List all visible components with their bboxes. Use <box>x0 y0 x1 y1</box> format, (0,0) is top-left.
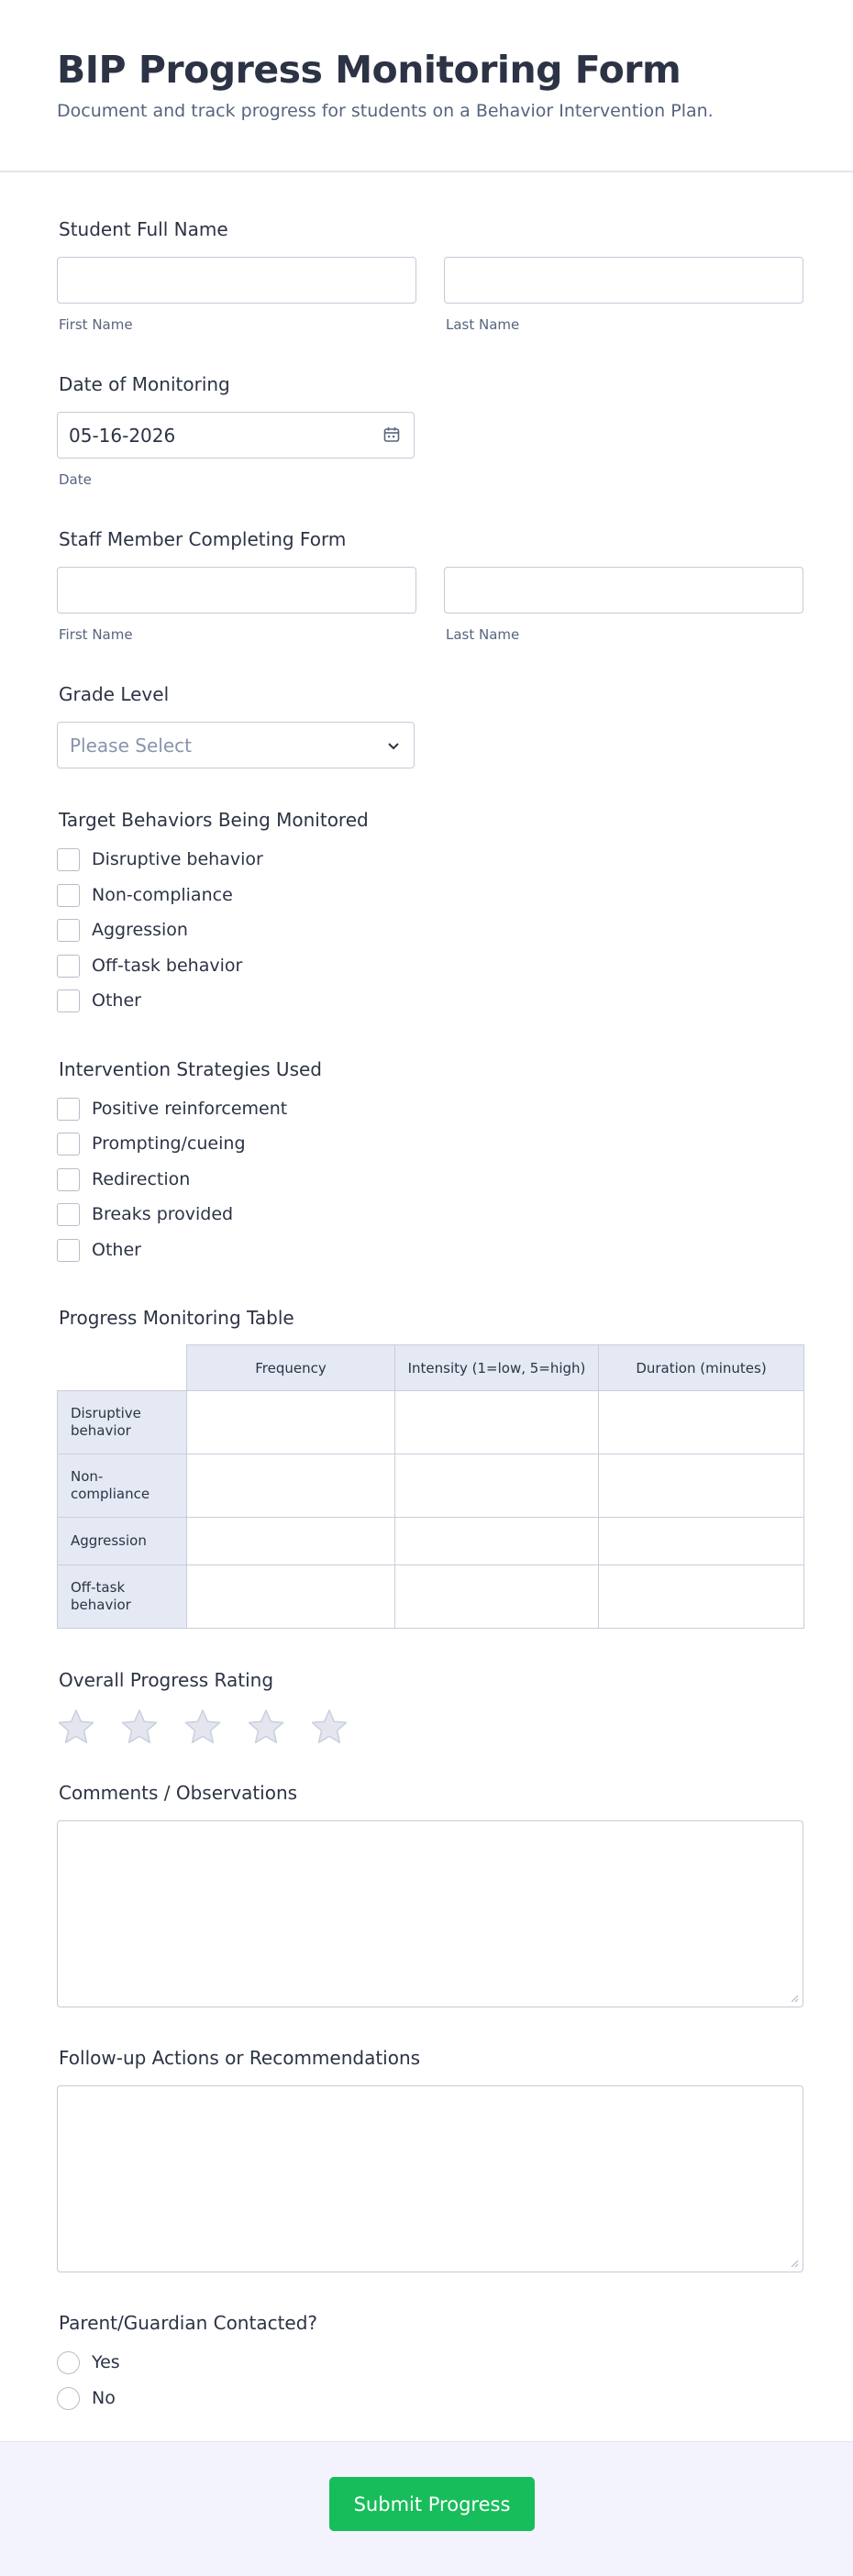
followup-label: Follow-up Actions or Recommendations <box>59 2047 421 2069</box>
date-sublabel: Date <box>59 471 92 488</box>
table-cell-input[interactable] <box>187 1391 395 1454</box>
row-header-line: Aggression <box>71 1531 147 1549</box>
checkbox-label: Positive reinforcement <box>92 1099 288 1119</box>
table-cell-input[interactable] <box>599 1391 804 1454</box>
radio-button[interactable] <box>57 2387 80 2410</box>
student-first-name-sublabel: First Name <box>59 316 133 333</box>
behavior-option-non-compliance[interactable] <box>57 883 233 907</box>
checkbox[interactable] <box>57 848 80 871</box>
guardian-option-yes[interactable] <box>57 2350 120 2374</box>
row-header-non-compliance <box>58 1454 187 1517</box>
student-first-name-input[interactable] <box>57 257 416 304</box>
table-cell-input[interactable] <box>395 1518 599 1564</box>
checkbox[interactable] <box>57 1168 80 1191</box>
table-cell-input[interactable] <box>395 1454 599 1517</box>
checkbox-label: Redirection <box>92 1169 191 1189</box>
star-icon[interactable] <box>57 1708 95 1746</box>
star-rating <box>57 1708 373 1748</box>
table-cell-input[interactable] <box>599 1518 804 1564</box>
checkbox-label: Off-task behavior <box>92 956 243 976</box>
checkbox-label: Aggression <box>92 920 188 940</box>
guardian-option-no[interactable] <box>57 2386 116 2410</box>
comments-textarea[interactable] <box>57 1820 803 2007</box>
row-header-off-task <box>58 1564 187 1628</box>
column-header-duration: Duration (minutes) <box>599 1345 804 1391</box>
checkbox-label: Other <box>92 990 141 1011</box>
student-last-name-sublabel: Last Name <box>446 316 520 333</box>
star-icon[interactable] <box>310 1708 349 1746</box>
column-header-frequency: Frequency <box>187 1345 395 1391</box>
staff-first-name-input[interactable] <box>57 567 416 614</box>
radio-label: Yes <box>92 2352 120 2372</box>
table-cell-input[interactable] <box>187 1564 395 1628</box>
chevron-down-icon <box>385 737 402 754</box>
table-cell-input[interactable] <box>187 1454 395 1517</box>
intervention-option-other[interactable] <box>57 1238 141 1262</box>
table-cell-input[interactable] <box>395 1564 599 1628</box>
progress-table <box>57 1344 803 1629</box>
star-icon[interactable] <box>247 1708 285 1746</box>
progress-table-label: Progress Monitoring Table <box>59 1307 294 1329</box>
row-header-aggression <box>58 1518 187 1564</box>
row-header-line: behavior <box>71 1422 131 1440</box>
form-title: BIP Progress Monitoring Form <box>57 48 681 92</box>
radio-label: No <box>92 2388 116 2408</box>
intervention-option-breaks[interactable] <box>57 1202 233 1226</box>
guardian-contacted-label: Parent/Guardian Contacted? <box>59 2312 318 2334</box>
form-subtitle: Document and track progress for students on a Behavior Intervention Plan. <box>57 101 714 121</box>
date-value: 05-16-2026 <box>69 425 176 447</box>
grade-level-select[interactable] <box>57 722 415 768</box>
submit-button[interactable]: Submit Progress <box>329 2477 535 2531</box>
rating-label: Overall Progress Rating <box>59 1669 274 1691</box>
row-header-disruptive <box>58 1391 187 1454</box>
comments-label: Comments / Observations <box>59 1782 298 1804</box>
date-input[interactable] <box>57 412 415 459</box>
behavior-option-other[interactable] <box>57 989 141 1012</box>
checkbox[interactable] <box>57 919 80 942</box>
behavior-option-disruptive[interactable] <box>57 847 263 871</box>
behavior-option-aggression[interactable] <box>57 918 188 942</box>
grade-level-placeholder: Please Select <box>70 735 192 757</box>
checkbox[interactable] <box>57 1098 80 1121</box>
staff-member-label: Staff Member Completing Form <box>59 528 347 550</box>
checkbox-label: Disruptive behavior <box>92 849 263 869</box>
student-name-label: Student Full Name <box>59 218 228 240</box>
interventions-label: Intervention Strategies Used <box>59 1058 322 1080</box>
row-header-line: compliance <box>71 1485 150 1502</box>
staff-first-name-sublabel: First Name <box>59 626 133 643</box>
staff-last-name-input[interactable] <box>444 567 803 614</box>
table-cell-input[interactable] <box>599 1564 804 1628</box>
star-icon[interactable] <box>183 1708 222 1746</box>
row-header-line: behavior <box>71 1596 131 1613</box>
intervention-option-redirection[interactable] <box>57 1167 190 1191</box>
checkbox[interactable] <box>57 1203 80 1226</box>
checkbox[interactable] <box>57 1239 80 1262</box>
form-header <box>0 0 853 172</box>
target-behaviors-label: Target Behaviors Being Monitored <box>59 809 369 831</box>
calendar-icon[interactable] <box>382 426 401 444</box>
behavior-option-off-task[interactable] <box>57 954 242 978</box>
row-header-line: Non- <box>71 1467 104 1485</box>
date-of-monitoring-label: Date of Monitoring <box>59 373 230 395</box>
checkbox-label: Non-compliance <box>92 885 233 905</box>
table-corner <box>58 1345 187 1391</box>
followup-textarea[interactable] <box>57 2085 803 2272</box>
resize-grip-icon[interactable] <box>790 2259 799 2268</box>
intervention-option-positive-reinforcement[interactable] <box>57 1097 287 1121</box>
staff-last-name-sublabel: Last Name <box>446 626 520 643</box>
checkbox[interactable] <box>57 989 80 1012</box>
checkbox-label: Prompting/cueing <box>92 1133 246 1154</box>
table-cell-input[interactable] <box>395 1391 599 1454</box>
star-icon[interactable] <box>120 1708 159 1746</box>
checkbox[interactable] <box>57 884 80 907</box>
student-last-name-input[interactable] <box>444 257 803 304</box>
row-header-line: Disruptive <box>71 1405 141 1422</box>
row-header-line: Off-task <box>71 1578 126 1596</box>
resize-grip-icon[interactable] <box>790 1994 799 2003</box>
column-header-intensity: Intensity (1=low, 5=high) <box>395 1345 599 1391</box>
checkbox[interactable] <box>57 955 80 978</box>
table-cell-input[interactable] <box>599 1454 804 1517</box>
table-cell-input[interactable] <box>187 1518 395 1564</box>
radio-button[interactable] <box>57 2351 80 2374</box>
checkbox-label: Other <box>92 1240 141 1260</box>
checkbox-label: Breaks provided <box>92 1204 234 1224</box>
intervention-option-prompting[interactable] <box>57 1132 246 1155</box>
grade-level-label: Grade Level <box>59 683 170 705</box>
checkbox[interactable] <box>57 1133 80 1155</box>
